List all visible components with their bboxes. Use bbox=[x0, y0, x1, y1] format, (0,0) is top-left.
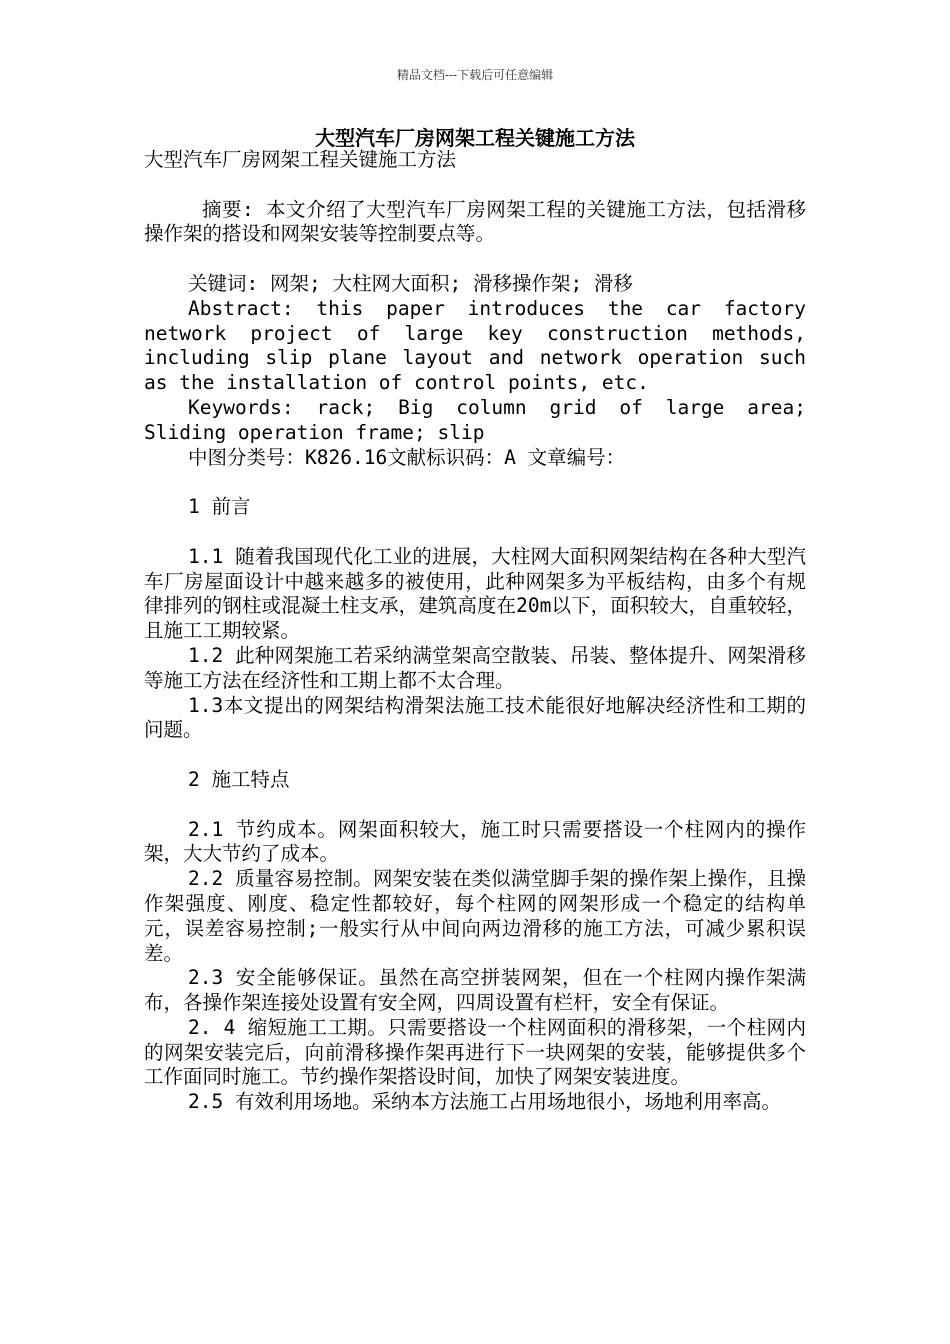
document-body bbox=[144, 148, 806, 1115]
paragraph: 2.1 节约成本。网架面积较大，施工时只需要搭设一个柱网内的操作架，大大节约了成本。 bbox=[144, 817, 806, 866]
abstract-en: Abstract: this paper introduces the car factory network project of large key construction methods, including slip plane layout and network operation such as the installation of control points, etc. bbox=[144, 296, 806, 395]
classification: 中图分类号：K826.16文献标识码：A 文章编号： bbox=[188, 445, 626, 469]
paragraph: 1.2 此种网架施工若采纳满堂架高空散装、吊装、整体提升、网架滑移等施工方法在经济性和工期上都不太合理。 bbox=[144, 643, 806, 692]
abstract-cn: 摘要: 本文介绍了大型汽车厂房网架工程的关键施工方法，包括滑移操作架的搭设和网架安装等控制要点等。 bbox=[144, 197, 806, 246]
document-subtitle: 大型汽车厂房网架工程关键施工方法 bbox=[144, 148, 457, 171]
paragraph: 1.1 随着我国现代化工业的进展，大柱网大面积网架结构在各种大型汽车厂房屋面设计中越来越多的被使用，此种网架多为平板结构，由多个有规律排列的钢柱或混凝土柱支承，建筑高度在20m以下，面积较大，自重较轻，且施工工期较紧。 bbox=[144, 544, 806, 643]
paragraph: 2.3 安全能够保证。虽然在高空拼装网架，但在一个柱网内操作架满布，各操作架连接处设置有安全网，四周设置有栏杆，安全有保证。 bbox=[144, 966, 806, 1015]
section-heading: 1 前言 bbox=[188, 495, 251, 519]
keywords-en: Keywords: rack; Big column grid of large area; Sliding operation frame; slip bbox=[144, 395, 806, 444]
keywords-cn: 关键词: 网架; 大柱网大面积; 滑移操作架; 滑移 bbox=[188, 271, 633, 295]
paragraph: 1.3本文提出的网架结构滑架法施工技术能很好地解决经济性和工期的问题。 bbox=[144, 693, 806, 742]
paragraph: 2.5 有效利用场地。采纳本方法施工占用场地很小，场地利用率高。 bbox=[188, 1090, 781, 1114]
paragraph: 2. 4 缩短施工工期。只需要搭设一个柱网面积的滑移架，一个柱网内的网架安装完后，向前滑移操作架再进行下一块网架的安装，能够提供多个工作面同时施工。节约操作架搭设时间，加快了网架安装进度。 bbox=[144, 1015, 806, 1089]
section-heading: 2 施工特点 bbox=[188, 767, 290, 791]
header-note: 精品文档---下载后可任意编辑 bbox=[396, 68, 554, 82]
paragraph: 2.2 质量容易控制。网架安装在类似满堂脚手架的操作架上操作，且操作架强度、刚度、稳定性都较好，每个柱网的网架形成一个稳定的结构单元，误差容易控制;一般实行从中间向两边滑移的施工方法，可减少累积误差。 bbox=[144, 867, 806, 965]
document-title: 大型汽车厂房网架工程关键施工方法 bbox=[315, 126, 635, 150]
